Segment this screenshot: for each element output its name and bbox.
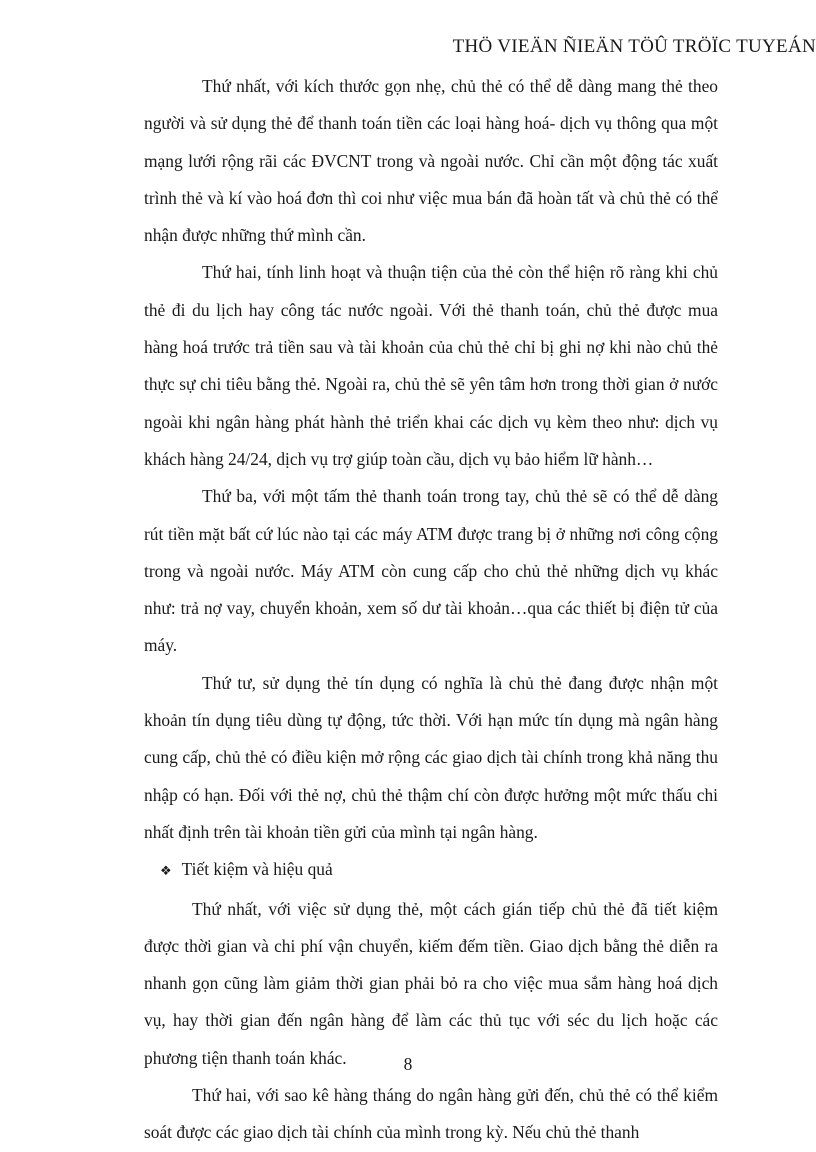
diamond-bullet-icon: ❖	[160, 864, 172, 880]
running-header: THÖ VIEÄN ÑIEÄN TÖÛ TRÖÏC TUYEÁN	[452, 36, 816, 57]
section-heading-text: Tiết kiệm và hiệu quả	[181, 859, 333, 880]
paragraph-second: Thứ hai, tính linh hoạt và thuận tiện của thẻ còn thể hiện rõ ràng khi chủ thẻ đi du lịch hay công tác nước ngoài. Với thẻ thanh toán, chủ thẻ được mua hàng hoá trước trả tiền sau và tài khoản của chủ thẻ chỉ bị ghi nợ khi nào chủ thẻ thực sự chi tiêu bằng thẻ. Ngoài ra, chủ thẻ sẽ yên tâm hơn trong thời gian ở nước ngoài khi ngân hàng phát hành thẻ triển khai các dịch vụ kèm theo như: dịch vụ khách hàng 24/24, dịch vụ trợ giúp toàn cầu, dịch vụ bảo hiểm lữ hành…	[144, 262, 718, 469]
paragraph-first: Thứ nhất, với kích thước gọn nhẹ, chủ thẻ có thể dễ dàng mang thẻ theo người và sử dụng thẻ để thanh toán tiền các loại hàng hoá- dịch vụ thông qua một mạng lưới rộng rãi các ĐVCNT trong và ngoài nước. Chỉ cần một động tác xuất trình thẻ và kí vào hoá đơn thì coi như việc mua bán đã hoàn tất và chủ thẻ có thể nhận được những thứ mình cần.	[144, 76, 718, 246]
paragraph-third: Thứ ba, với một tấm thẻ thanh toán trong tay, chủ thẻ sẽ có thể dễ dàng rút tiền mặt bất cứ lúc nào tại các máy ATM được trang bị ở những nơi công cộng trong và ngoài nước. Máy ATM còn cung cấp cho chủ thẻ những dịch vụ khác như: trả nợ vay, chuyển khoản, xem số dư tài khoản…qua các thiết bị điện tử của máy.	[144, 486, 718, 656]
section-heading	[144, 851, 718, 890]
page-number: 8	[403, 1054, 413, 1074]
document-body	[144, 68, 718, 1152]
paragraph-savings-first: Thứ nhất, với việc sử dụng thẻ, một cách gián tiếp chủ thẻ đã tiết kiệm được thời gian và chi phí vận chuyển, kiếm đếm tiền. Giao dịch bằng thẻ diễn ra nhanh gọn cũng làm giảm thời gian phải bỏ ra cho việc mua sắm hàng hoá dịch vụ, hay thời gian đến ngân hàng để làm các thủ tục với séc du lịch hoặc các phương tiện thanh toán khác.	[144, 898, 718, 1068]
paragraph-fourth: Thứ tư, sử dụng thẻ tín dụng có nghĩa là chủ thẻ đang được nhận một khoản tín dụng tiêu dùng tự động, tức thời. Với hạn mức tín dụng mà ngân hàng cung cấp, chủ thẻ có điều kiện mở rộng các giao dịch tài chính trong khả năng thu nhập có hạn. Đối với thẻ nợ, chủ thẻ thậm chí còn được hưởng một mức thấu chi nhất định trên tài khoản tiền gửi của mình tại ngân hàng.	[144, 672, 718, 842]
paragraph-savings-second: Thứ hai, với sao kê hàng tháng do ngân hàng gửi đến, chủ thẻ có thể kiểm soát được các giao dịch tài chính của mình trong kỳ. Nếu chủ thẻ thanh	[144, 1085, 718, 1143]
